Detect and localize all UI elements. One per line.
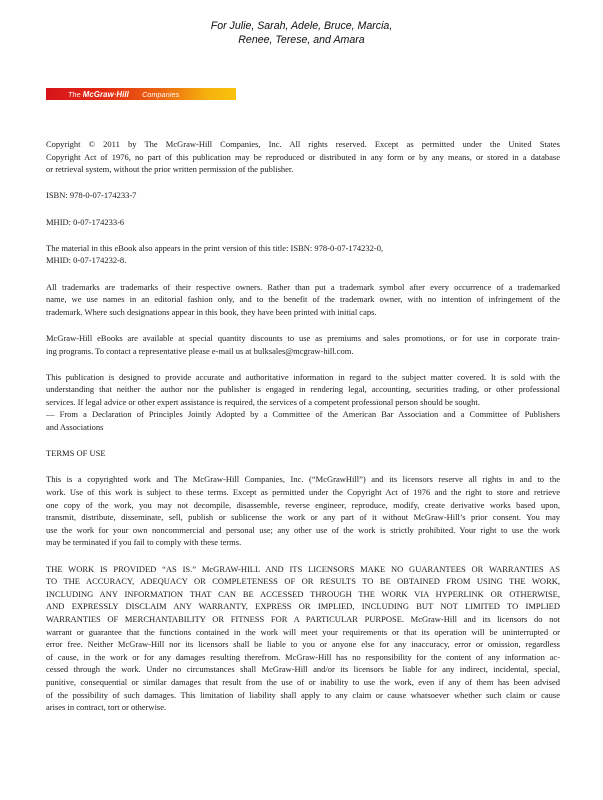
copyright-page-body bbox=[46, 138, 560, 727]
text-line: Copyright Act of 1976, no part of this publication may be reproduced or distributed in any form or by any means, or stored in a database bbox=[46, 151, 560, 162]
text-line: THE WORK IS PROVIDED “AS IS.” McGRAW-HILL AND ITS LICENSORS MAKE NO GUARANTEES OR WARRANTIES AS bbox=[46, 563, 560, 574]
text-line: understanding that neither the author nor the publisher is engaged in rendering legal, accounting, securities trading, or other professional bbox=[46, 384, 560, 395]
as-is-warranty-disclaimer bbox=[46, 563, 560, 714]
trademarks-notice bbox=[46, 281, 560, 319]
text-line: McGraw-Hill eBooks are available at special quantity discounts to use as premiums and sales promotions, or for use in corporate train- bbox=[46, 332, 560, 343]
text-line: error free. Neither McGraw-Hill nor its licensors shall be liable to you or anyone else for any inaccuracy, error or omission, regardless bbox=[46, 639, 560, 650]
publisher-logo-text bbox=[57, 90, 179, 99]
terms-of-use-heading: TERMS OF USE bbox=[46, 448, 106, 459]
text-line: Copyright © 2011 by The McGraw-Hill Companies, Inc. All rights reserved. Except as permitted under the United States bbox=[46, 139, 560, 149]
dedication-line: For Julie, Sarah, Adele, Bruce, Marcia, bbox=[210, 20, 393, 32]
dedication-line: Renee, Terese, and Amara bbox=[238, 34, 365, 46]
text-line: INCLUDING ANY INFORMATION THAT CAN BE ACCESSED THROUGH THE WORK VIA HYPERLINK OR OTHERWISE, bbox=[46, 588, 560, 599]
text-line: This is a copyrighted work and The McGraw-Hill Companies, Inc. (“McGrawHill”) and its licensors reserve all rights in and to the bbox=[46, 474, 560, 485]
terms-of-use-body bbox=[46, 473, 560, 549]
text-line: name, we use names in an editorial fashion only, and to the benefit of the trademark owner, with no intention of infringement of the bbox=[46, 294, 560, 305]
bulk-sales-notice bbox=[46, 332, 560, 357]
isbn: ISBN: 978-0-07-174233-7 bbox=[46, 190, 137, 201]
text-line: This publication is designed to provide accurate and authoritative information in regard to the subject matter covered. It is sold with the bbox=[46, 371, 560, 382]
text-line: or retrieval system, without the prior written permission of the publisher. bbox=[46, 164, 294, 175]
text-line: use the work for your own noncommercial and personal use; any other use of the work is strictly prohibited. Your right to use the work bbox=[46, 524, 560, 535]
text-line: TO THE ACCURACY, ADEQUACY OR COMPLETENESS OF OR RESULTS TO BE OBTAINED FROM USING THE WORK, bbox=[46, 576, 560, 587]
text-line: of the possibility of such damages. This limitation of liability shall apply to any claim or cause whatsoever whether such claim or cause bbox=[46, 689, 560, 700]
text-line: one copy of the work, you may not decompile, disassemble, reverse engineer, reproduce, modify, create derivative works based upon, bbox=[46, 499, 560, 510]
text-line: trademark. Where such designations appear in this book, they have been printed with initial caps. bbox=[46, 306, 377, 317]
text-line: transmit, distribute, disseminate, sell, publish or sublicense the work or any part of it without McGraw-Hill’s prior consent. You may bbox=[46, 512, 560, 523]
text-line: of cause, in the work or for any damages resulting therefrom. McGraw-Hill has no responsibility for the content of any information ac- bbox=[46, 651, 560, 662]
text-line: ing programs. To contact a representative please e-mail us at bulksales@mcgraw-hill.com. bbox=[46, 345, 354, 356]
text-line: services. If legal advice or other expert assistance is required, the services of a competent professional person should be sought. bbox=[46, 396, 480, 407]
copyright-notice bbox=[46, 138, 560, 176]
publisher-logo-prefix: The bbox=[68, 89, 83, 99]
text-line: The material in this eBook also appears in the print version of this title: ISBN: 978-0-07-174232-0, bbox=[46, 242, 384, 253]
mhid: MHID: 0-07-174233-6 bbox=[46, 216, 125, 227]
publisher-logo bbox=[46, 88, 236, 100]
print-version-note bbox=[46, 242, 560, 267]
disclaimer bbox=[46, 371, 560, 434]
dedication bbox=[0, 19, 603, 47]
text-line: WARRANTIES OF MERCHANTABILITY OR FITNESS FOR A PARTICULAR PURPOSE. McGraw-Hill and its licensors do not bbox=[46, 613, 560, 624]
text-line: AND EXPRESSLY DISCLAIM ANY WARRANTY, EXPRESS OR IMPLIED, INCLUDING BUT NOT LIMITED TO IMPLIED bbox=[46, 601, 560, 612]
text-line: MHID: 0-07-174232-8. bbox=[46, 255, 127, 266]
publisher-logo-suffix: Companies bbox=[139, 89, 180, 99]
text-line: — From a Declaration of Principles Jointly Adopted by a Committee of the American Bar Association and a Committee of Publishers bbox=[46, 409, 560, 420]
text-line: warrant or guarantee that the functions contained in the work will meet your requirements or that its operation will be uninterrupted or bbox=[46, 626, 560, 637]
text-line: and Associations bbox=[46, 422, 104, 433]
text-line: All trademarks are trademarks of their respective owners. Rather than put a trademark symbol after every occurrence of a trademarked bbox=[46, 281, 560, 292]
publisher-logo-brand: McGraw·Hill bbox=[82, 89, 129, 99]
text-line: arises in contract, tort or otherwise. bbox=[46, 702, 167, 713]
text-line: work. Use of this work is subject to these terms. Except as permitted under the Copyright Act of 1976 and the right to store and retrieve bbox=[46, 487, 560, 498]
text-line: cessed through the work. Under no circumstances shall McGraw-Hill and/or its licensors be liable for any indirect, incidental, special, bbox=[46, 664, 560, 675]
text-line: punitive, consequential or similar damages that result from the use of or inability to use the work, even if any of them has been advised bbox=[46, 676, 560, 687]
text-line: may be terminated if you fail to comply with these terms. bbox=[46, 537, 242, 548]
